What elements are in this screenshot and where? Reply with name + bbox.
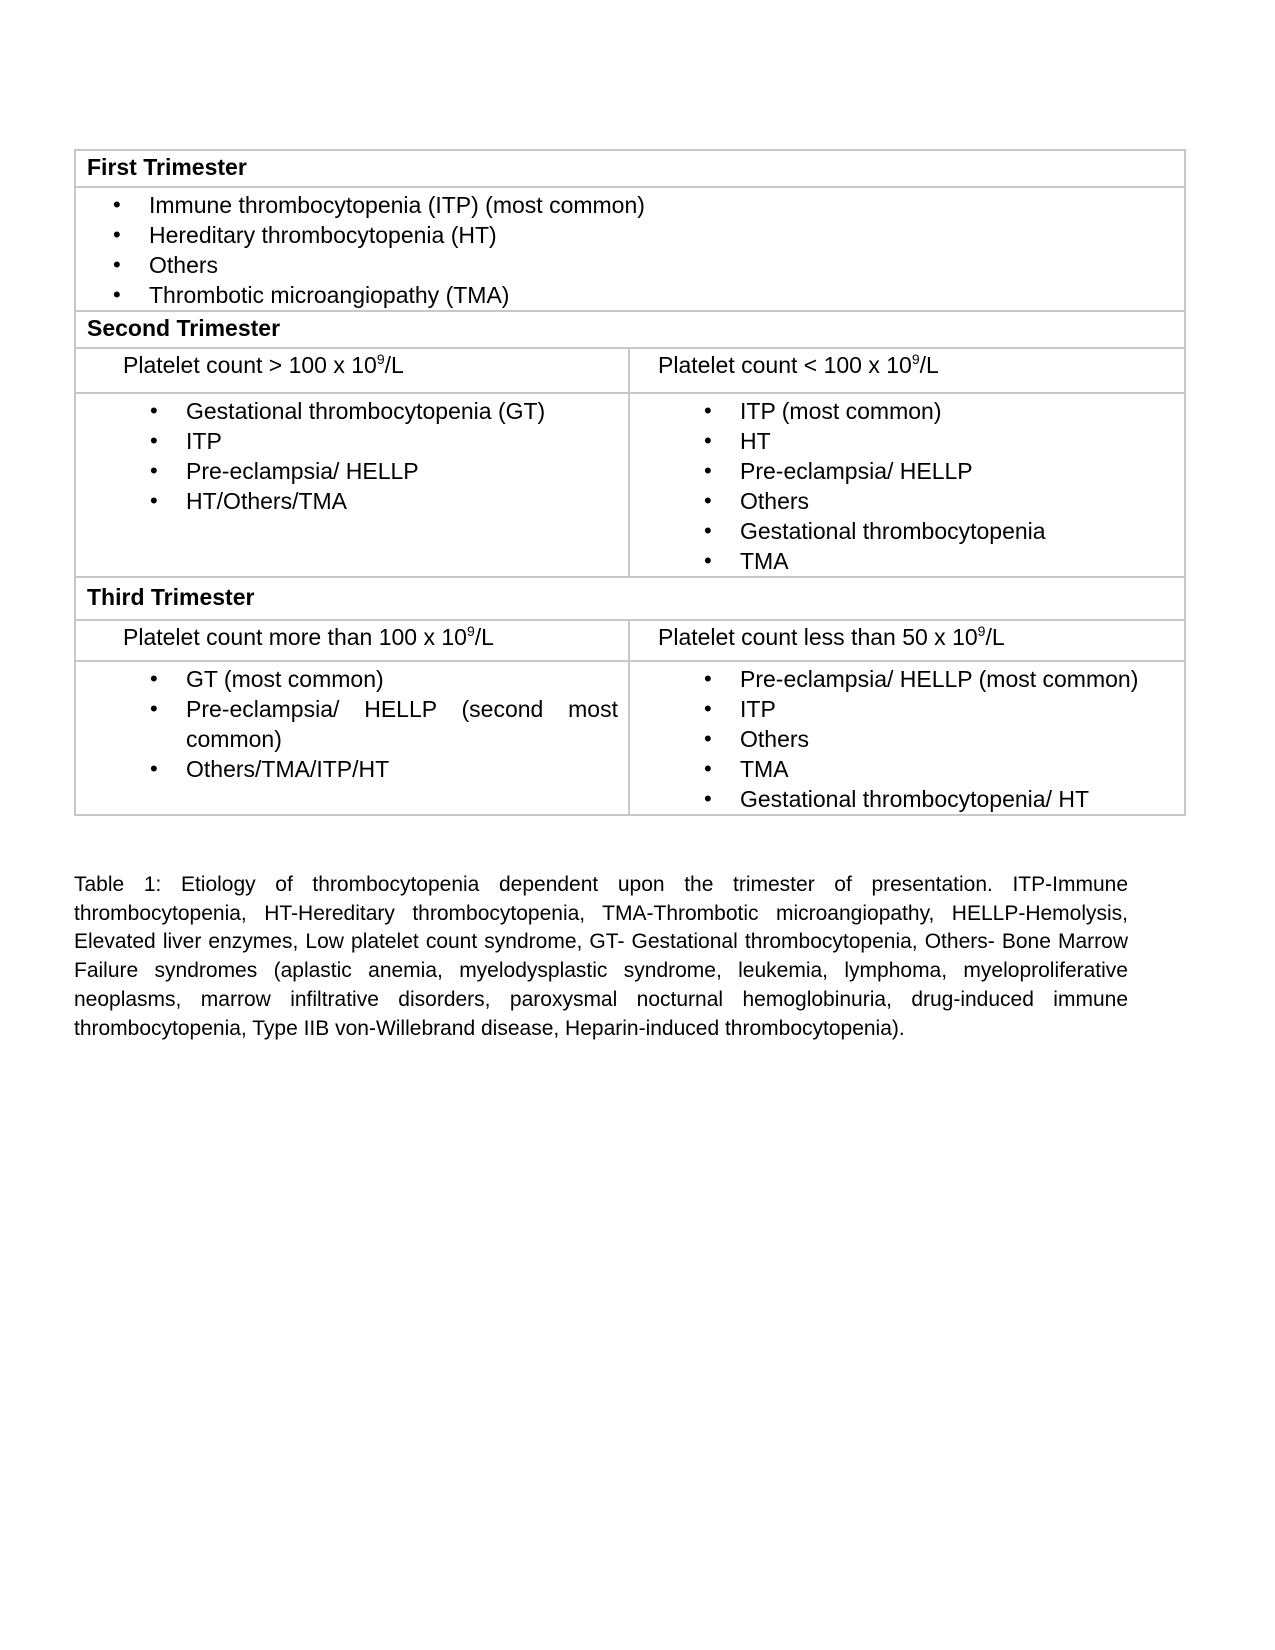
list-item: • HT/Others/TMA — [150, 486, 618, 516]
list-item: • Others — [704, 486, 1154, 516]
table-caption: Table 1: Etiology of thrombocytopenia dependent upon the trimester of presentation. ITP-Immune thrombocytopenia, HT-Hereditary thrombocytopenia, TMA-Thrombotic microangiopathy, HELLP-Hemolysis, Elevated liver enzymes, Low platelet count syndrome, GT- Gestational thrombocytopenia, Others- Bone Marrow Failure syndromes (aplastic anemia, myelodysplastic syndrome, leukemia, lymphoma, myeloproliferative neoplasms, marrow infiltrative disorders, paroxysmal nocturnal hemoglobinuria, drug-induced immune thrombocytopenia, Type IIB von-Willebrand disease, Heparin-induced thrombocytopenia). — [74, 873, 1128, 1040]
etiology-table — [74, 149, 1186, 816]
third-left-list — [150, 664, 618, 784]
first-trimester-header-row — [75, 150, 1185, 187]
superscript: 9 — [977, 623, 986, 639]
list-item: • HT — [704, 426, 1154, 456]
second-right-cell — [629, 393, 1185, 577]
first-trimester-list — [113, 190, 1184, 310]
first-trimester-header: First Trimester — [75, 150, 1185, 187]
third-right-cell — [629, 661, 1185, 815]
second-trimester-header-row — [75, 311, 1185, 348]
second-left-subheader — [75, 348, 629, 393]
second-right-subheader — [629, 348, 1185, 393]
superscript: 9 — [376, 351, 385, 367]
list-item: • TMA — [704, 754, 1154, 784]
list-item: • Pre-eclampsia/ HELLP — [704, 456, 1154, 486]
list-item: • Pre-eclampsia/ HELLP — [150, 456, 618, 486]
list-item: • Hereditary thrombocytopenia (HT) — [113, 220, 1184, 250]
list-item: • Thrombotic microangiopathy (TMA) — [113, 280, 1184, 310]
list-item: • ITP (most common) — [704, 396, 1154, 426]
subheader-unit: /L — [384, 352, 404, 378]
list-item: • Pre-eclampsia/ HELLP (most common) — [704, 664, 1154, 694]
list-item: • Gestational thrombocytopenia (GT) — [150, 396, 618, 426]
subheader-text: Platelet count > 100 x 10 — [123, 352, 377, 378]
list-item: • Others — [704, 724, 1154, 754]
list-item: • Pre-eclampsia/ HELLP (second most common) — [150, 694, 618, 754]
list-item: • ITP — [150, 426, 618, 456]
list-item: • Others/TMA/ITP/HT — [150, 754, 618, 784]
first-trimester-cell — [75, 187, 1185, 311]
second-trimester-header: Second Trimester — [75, 311, 1185, 348]
subheader-unit: /L — [985, 624, 1005, 650]
second-left-list — [150, 396, 618, 516]
list-item: • TMA — [704, 546, 1154, 576]
third-left-cell — [75, 661, 629, 815]
third-right-subheader — [629, 620, 1185, 661]
second-left-cell — [75, 393, 629, 577]
third-trimester-header: Third Trimester — [75, 577, 1185, 620]
third-left-subheader — [75, 620, 629, 661]
third-right-list — [704, 664, 1154, 814]
superscript: 9 — [466, 623, 475, 639]
list-item: • GT (most common) — [150, 664, 618, 694]
second-trimester-subheader-row — [75, 348, 1185, 393]
third-trimester-header-row — [75, 577, 1185, 620]
second-trimester-list-row — [75, 393, 1185, 577]
third-trimester-list-row — [75, 661, 1185, 815]
third-trimester-subheader-row — [75, 620, 1185, 661]
list-item: • Immune thrombocytopenia (ITP) (most common) — [113, 190, 1184, 220]
second-right-list — [704, 396, 1154, 576]
list-item: • Gestational thrombocytopenia — [704, 516, 1154, 546]
subheader-unit: /L — [919, 352, 939, 378]
subheader-text: Platelet count < 100 x 10 — [658, 352, 912, 378]
list-item: • ITP — [704, 694, 1154, 724]
list-item: • Others — [113, 250, 1184, 280]
subheader-unit: /L — [474, 624, 494, 650]
superscript: 9 — [911, 351, 920, 367]
subheader-text: Platelet count more than 100 x 10 — [123, 624, 467, 650]
first-trimester-list-row — [75, 187, 1185, 311]
subheader-text: Platelet count less than 50 x 10 — [658, 624, 978, 650]
list-item: • Gestational thrombocytopenia/ HT — [704, 784, 1154, 814]
